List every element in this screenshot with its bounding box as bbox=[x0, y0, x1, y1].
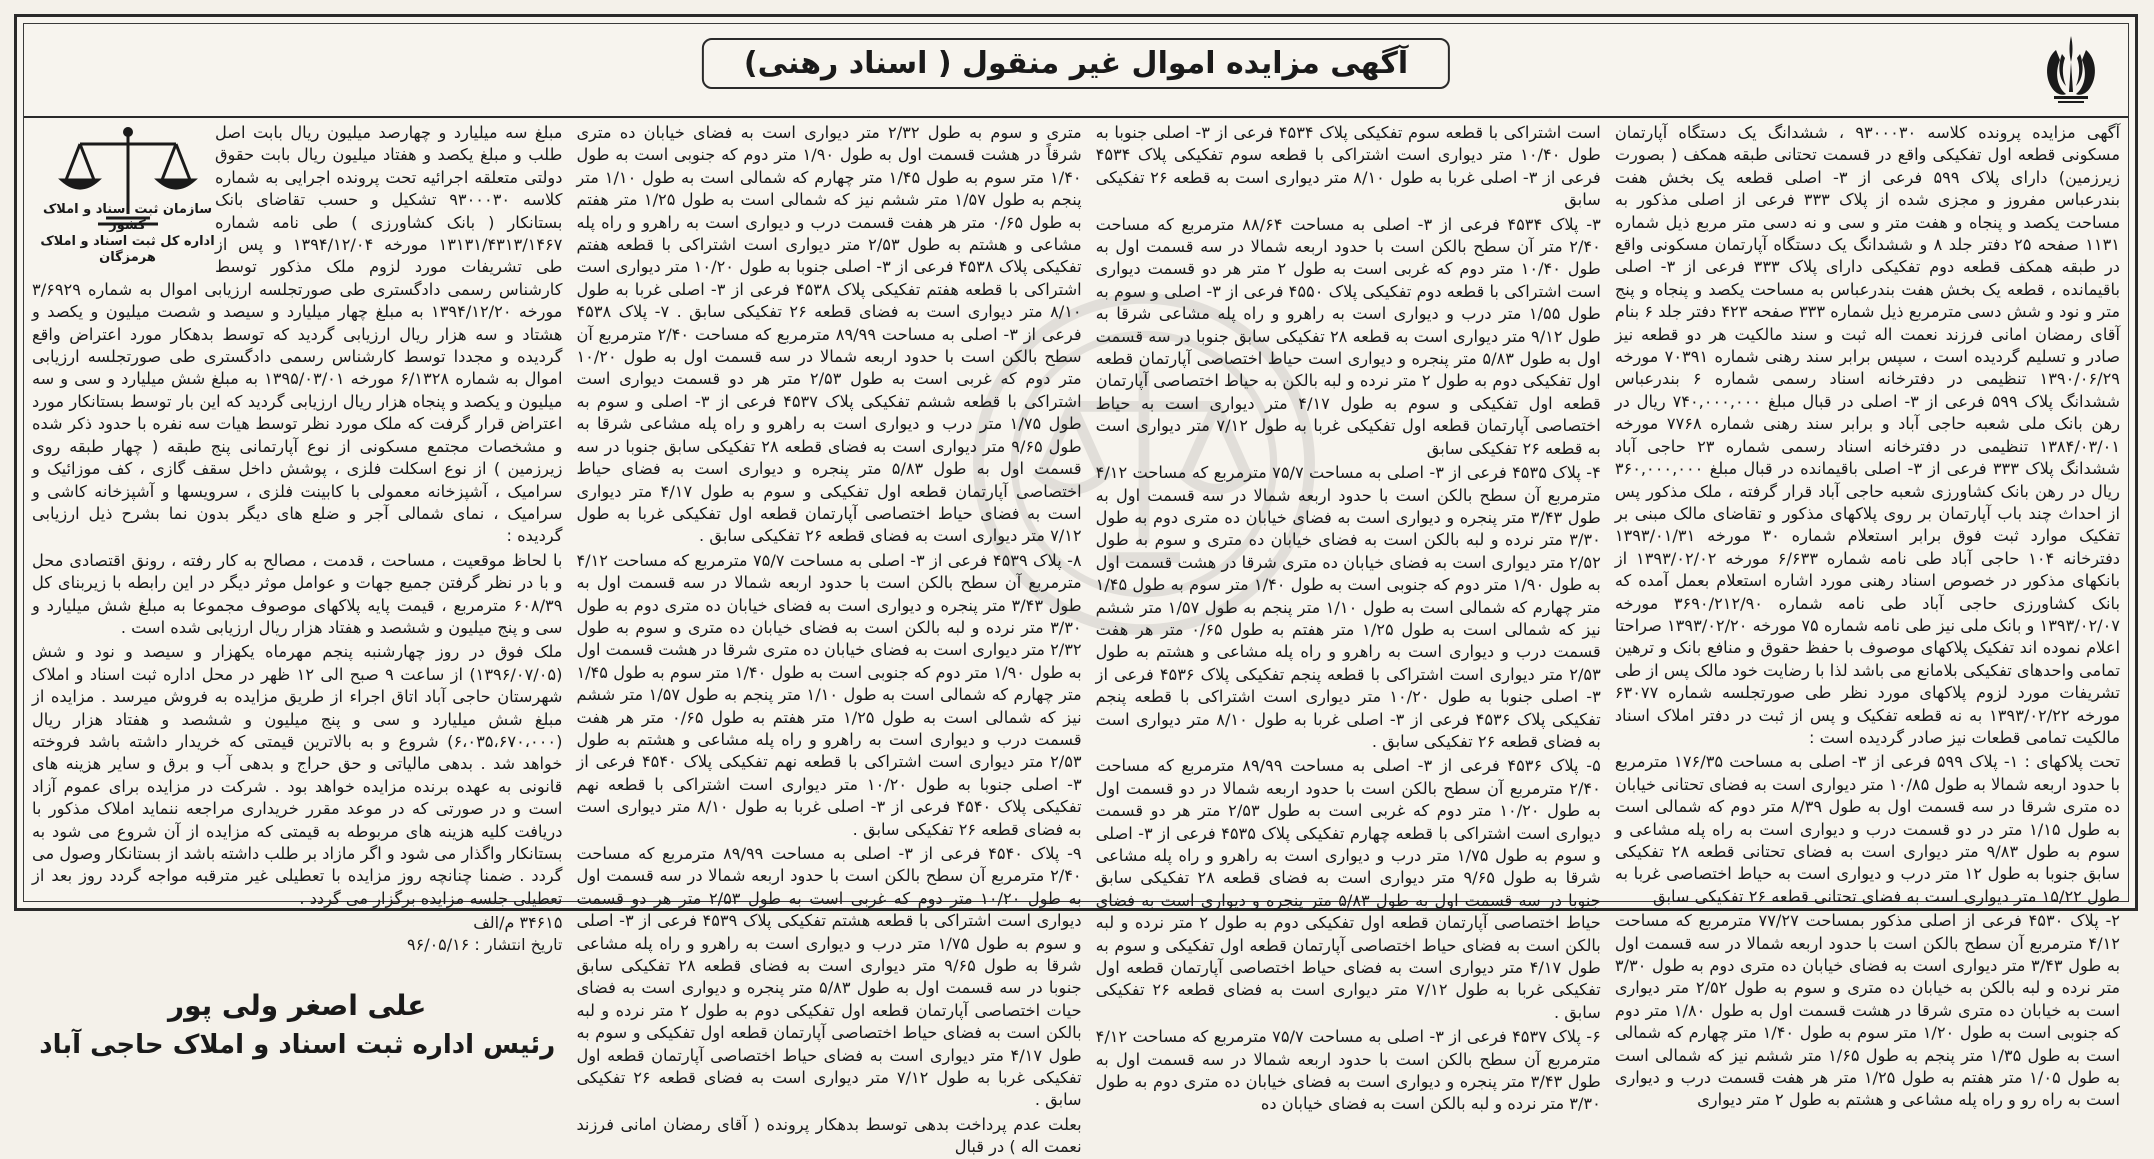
org-name: سازمان ثبت اسناد و املاک کشور bbox=[42, 202, 213, 233]
column-3 bbox=[576, 122, 1082, 1157]
paragraph: آگهی مزایده پرونده کلاسه ۹۳۰۰۰۳۰ ، ششدانگ یک دستگاه آپارتمان مسکونی قطعه اول تفکیکی واقع در قسمت تحتانی طبقه همکف ( بصورت زیرزمین) دارای پلاک ۵۹۹ فرعی از ۳- اصلی قطعه یک بخش هفت بندرعباس مفروز و مجزی شده از پلاک ۳۳۳ فرعی از اصلی مذکور به مساحت یکصد و پنجاه و هفت متر و سی و نه دسی متر مربع ذیل شماره ۱۱۳۱ صفحه ۲۵ دفتر جلد ۸ و ششدانگ یک دستگاه آپارتمان مسکونی واقع در طبقه همکف قطعه دوم تفکیکی دارای پلاک ۳۳۳ فرعی از ۳- اصلی باقیمانده ، قطعه یک بخش هفت بندرعباس به مساحت یکصد و پنجاه و پنج متر و نود و شش دسی مترمربع ذیل شماره ۳۳۳ صفحه ۴۲۳ دفتر جلد ۶ بنام آقای رمضان امانی فرزند نعمت اله ثبت و سند مالکیت هر دو قطعه نیز صادر و تسلیم گردیده است ، سپس برابر سند رهنی شماره ۷۰۳۹۱ مورخه ۱۳۹۰/۰۶/۲۹ تنظیمی در دفترخانه اسناد رسمی شماره ۶ بندرعباس ششدانگ پلاک ۵۹۹ فرعی از ۳- اصلی در قبال مبلغ ۷۴۰,۰۰۰,۰۰۰ ریال در رهن بانک ملی شعبه حاجی آباد و برابر سند رهنی شماره ۷۷۶۸ مورخه ۱۳۸۴/۰۳/۰۱ تنظیمی در دفترخانه اسناد رسمی شماره ۲۳ حاجی آباد ششدانگ پلاک ۳۳۳ فرعی از ۳- اصلی باقیمانده در قبال مبلغ ۳۶۰,۰۰۰,۰۰۰ ریال در رهن بانک کشاورزی شعبه حاجی آباد قرار گرفته ، ملک مذکور پس از احداث چند باب آپارتمان بر روی پلاکهای مذکور و تقاضای مالک مبنی بر تفکیک موارد ثبت فوق برابر استعلام شماره ۳۰ مورخه ۱۳۹۳/۰۱/۳۱ دفترخانه ۱۰۴ حاجی آباد طی نامه شماره ۶/۶۳۳ مورخه ۱۳۹۳/۰۲/۰۲ از بانکهای مذکور در خصوص اسناد رهنی مورد اشاره استعلام بعمل آمده که بانک کشاورزی حاجی آباد طی نامه شماره ۳۶۹۰/۲۱۲/۹۰ مورخه ۱۳۹۳/۰۲/۰۷ و بانک ملی نیز طی نامه شماره ۷۵ مورخه ۱۳۹۳/۰۲/۲۰ صراحتا اعلام نموده اند تفکیک پلاکهای موصوف با حفظ حقوق و منافع بانک و ترهین تمامی واحدهای تفکیکی بلامانع می باشد لذا با رضایت خود مالک پس از طی تشریفات مورد لزوم پلاکهای مورد نظر طی صورتجلسه شماره ۶۳۰۷۷ مورخه ۱۳۹۳/۰۲/۲۲ به نه قطعه تفکیک و پس از ثبت در دفتر املاک اسناد مالکیت تمامی قطعات نیز صادر گردیده است : bbox=[1614, 123, 2121, 747]
paragraph: متری و سوم به طول ۲/۳۲ متر دیواری است به فضای خیابان ده متری شرقاً در هشت قسمت اول به طول ۱/۹۰ متر دوم که جنوبی است به طول ۱/۴۰ متر سوم به طول ۱/۴۵ متر چهارم که شمالی است به طول ۱/۱۰ متر پنجم به طول ۱/۵۷ متر ششم نیز که شمالی است به طول ۱/۲۵ متر هفتم به طول ۰/۶۵ متر هر هفت قسمت درب و دیواری است به راهرو و راه پله مشاعی و هشتم به طول ۲/۵۳ متر دیواری است اشتراکی با قطعه هفتم تفکیکی پلاک ۴۵۳۸ فرعی از ۳- اصلی جنوبا به طول ۱۰/۲۰ متر دیواری است اشتراکی با قطعه هفتم تفکیکی پلاک ۴۵۳۸ فرعی از ۳- اصلی غربا به طول ۸/۱۰ متر دیواری است به فضای قطعه ۲۶ تفکیکی سابق . ۷- پلاک ۴۵۳۸ فرعی از ۳- اصلی به مساحت ۸۹/۹۹ مترمربع که مساحت ۲/۴۰ مترمربع آن سطح بالکن است با حدود اربعه شمالا در سه قسمت اول به طول ۱۰/۲۰ متر دوم که غربی است به طول ۲/۵۳ متر هر دو قسمت دیواری است اشتراکی با قطعه ششم تفکیکی پلاک ۴۵۳۷ فرعی از ۳- اصلی و سوم به طول ۱/۷۵ متر درب و دیواری است به راهرو و راه پله مشاعی شرقا به طول ۹/۶۵ متر دیواری است به فضای قطعه ۲۸ تفکیکی سابق جنوبا در سه قسمت اول به طول ۵/۸۳ متر پنجره و دیواری است به فضای حیاط اختصاصی آپارتمان قطعه اول تفکیکی و سوم به طول ۴/۱۷ متر دیواری است به فضای حیاط اختصاصی آپارتمان قطعه اول تفکیکی غربا به طول ۷/۱۲ متر دیواری است به فضای قطعه ۲۶ تفکیکی سابق . bbox=[576, 123, 1082, 546]
registry-logo-text bbox=[40, 202, 215, 266]
paragraph: مبلغ سه میلیارد و چهارصد میلیون ریال بابت اصل طلب و مبلغ یکصد و هفتاد میلیون ریال بابت حقوق دولتی متعلقه اجرائیه تحت پرونده اجرایی به شماره کلاسه ۹۳۰۰۰۳۰ تشکیل و حسب تقاضای بانک بستانکار ( بانک کشاورزی ) طی نامه شماره ۱۳۱۳۱/۴۳۱۳/۱۴۶۷ مورخه ۱۳۹۴/۱۲/۰۴ و پس از طی تشریفات مورد لزوم ملک مذکور توسط کارشناس رسمی دادگستری طی صورتجلسه ارزیابی اموال به شماره ۳/۶۹۲۹ مورخه ۱۳۹۴/۱۲/۲۰ به مبلغ چهار میلیارد و سیصد و شصت میلیون و یکصد و هشتاد و سه هزار ریال ارزیابی گردید که توسط بدهکار مورد اعتراض واقع گردیده و مجددا توسط کارشناس رسمی دادگستری طی صورتجلسه ارزیابی اموال به شماره ۶/۱۳۲۸ مورخه ۱۳۹۵/۰۳/۰۱ به مبلغ شش میلیارد و سی و سه میلیون و یکصد و پنجاه هزار ریال ارزیابی گردید که این بار توسط بستانکار مورد اعتراض قرار گرفت که ملک مورد نظر توسط هیات سه نفره با حدود ذکر شده و مشخصات مجتمع مسکونی از نوع آپارتمانی پنج طبقه ( چهار طبقه روی زیرزمین ) از نوع اسکلت فلزی ، پوشش داخل سقف گازی ، کف موزائیک و سرامیک ، آشپزخانه معمولی با کابینت فلزی ، سرویسها و آشپزخانه کاشی و سرامیک ، نمای شمالی آجر و ضلع های دیگر بدون نما بشرح ذیل ارزیابی گردیده : bbox=[32, 123, 563, 546]
notice-header bbox=[24, 24, 2128, 118]
paragraph: ۹- پلاک ۴۵۴۰ فرعی از ۳- اصلی به مساحت ۸۹/۹۹ مترمربع که مساحت ۲/۴۰ مترمربع آن سطح بالکن است با حدود اربعه شمالا در سه قسمت اول به طول ۱۰/۲۰ متر دوم که غربی است به طول ۲/۵۳ متر هر دو قسمت دیواری است اشتراکی با قطعه هشتم تفکیکی پلاک ۴۵۳۹ فرعی از ۳- اصلی و سوم به طول ۱/۷۵ متر درب و دیواری است به راهرو و راه پله مشاعی شرقا به طول ۹/۶۵ متر دیواری است به فضای قطعه ۲۸ تفکیکی سابق جنوبا در سه قسمت اول به طول ۵/۸۳ متر پنجره و دیواری است به فضای حیات اختصاصی آپارتمان قطعه اول تفکیکی دوم به طول ۲ متر نرده و لبه بالکن است به فضای حیاط اختصاصی آپارتمان قطعه اول تفکیکی و سوم به طول ۴/۱۷ متر دیواری است به فضای حیاط اختصاصی آپارتمان قطعه اول تفکیکی غربا به طول ۷/۱۲ متر دیواری است به فضای قطعه ۲۶ تفکیکی سابق . bbox=[576, 844, 1082, 1110]
signer-name: علی اصغر ولی پور bbox=[167, 989, 427, 1023]
column-1 bbox=[1614, 122, 2121, 1110]
paragraph: ۲- پلاک ۴۵۳۰ فرعی از اصلی مذکور بمساحت ۷۷/۲۷ مترمربع که مساحت ۴/۱۲ مترمربع آن سطح بالکن است با حدود اربعه شمالا در سه قسمت اول به طول ۳/۴۳ متر دیواری است به فضای خیابان ده متری دوم به طول ۳/۳۰ متر نرده و لبه بالکن به خیابان ده متری و سوم به طول ۲/۵۲ متر دیواری است به خیابان ده متری شرقا در هشت قسمت اول به طول ۱/۸۰ متر دوم که جنوبی است به طول ۱/۲۰ متر سوم به طول ۱/۴۰ متر چهارم که شمالی است به طول ۱/۳۵ متر پنجم به طول ۱/۶۵ متر ششم نیز که شمالی است به طول ۱/۰۵ متر هفتم به طول ۱/۲۵ متر هر هفت قسمت درب و دیواری است به راه رو و راه پله مشاعی و هشتم به طول ۲ متر دیواری bbox=[1614, 911, 2121, 1110]
signature-block bbox=[32, 986, 562, 1064]
paragraph: ۴- پلاک ۴۵۳۵ فرعی از ۳- اصلی به مساحت ۷۵/۷ مترمربع که مساحت ۴/۱۲ مترمربع آن سطح بالکن است با حدود اربعه شمالا در سه قسمت اول به طول ۳/۴۳ متر پنجره و دیواری است به فضای خیابان ده متری دوم به طول ۳/۳۰ متر نرده و لبه بالکن است به فضای خیابان ده متری و سوم به طول ۲/۵۲ متر دیواری است به فضای خیابان ده متری شرقا در هشت قسمت اول به طول ۱/۹۰ متر دوم که جنوبی است به طول ۱/۴۰ متر سوم به طول ۱/۴۵ متر چهارم که شمالی است به طول ۱/۱۰ متر پنجم به طول ۱/۵۷ متر ششم نیز که شمالی است به طول ۱/۲۵ متر هفتم به طول ۰/۶۵ متر هر هفت قسمت درب و دیواری است به راهرو و راه پله مشاعی و هشتم به طول ۲/۵۳ متر دیواری است اشتراکی با قطعه پنجم تفکیکی پلاک ۴۵۳۶ فرعی از ۳- اصلی جنوبا به طول ۱۰/۲۰ متر دیواری است اشتراکی با قطعه پنجم تفکیکی پلاک ۴۵۳۶ فرعی از ۳- اصلی غربا به طول ۸/۱۰ متر دیواری است به فضای قطعه ۲۶ تفکیکی سابق . bbox=[1095, 463, 1601, 751]
column-4 bbox=[32, 122, 563, 1061]
publish-date: تاریخ انتشار : ۹۶/۰۵/۱۶ bbox=[407, 935, 563, 955]
org-subname: اداره کل ثبت اسناد و املاک هرمزگان bbox=[40, 234, 215, 265]
paragraph: با لحاظ موقعیت ، مساحت ، قدمت ، مصالح به کار رفته ، رونق اقتصادی محل و با در نظر گرفتن جمیع جهات و عوامل موثر دیگر در این رابطه با زیربنای کل ۶۰۸/۳۹ مترمربع ، قیمت پایه پلاکهای موصوف مجموعا به مبلغ شش میلیارد و سی و پنج میلیون و ششصد و هفتاد هزار ریال ارزیابی شده است . bbox=[32, 550, 563, 637]
registry-logo bbox=[40, 122, 215, 272]
paragraph: ۶- پلاک ۴۵۳۷ فرعی از ۳- اصلی به مساحت ۷۵/۷ مترمربع که مساحت ۴/۱۲ مترمربع آن سطح بالکن است با حدود اربعه شمالا در سه قسمت اول به طول ۳/۴۳ متر پنجره و دیواری است به فضای خیابان ده متری دوم به طول ۳/۳۰ متر نرده و لبه بالکن است به فضای خیابان ده bbox=[1095, 1027, 1601, 1114]
paragraph: ۵- پلاک ۴۵۳۶ فرعی از ۳- اصلی به مساحت ۸۹/۹۹ مترمربع که مساحت ۲/۴۰ مترمربع آن سطح بالکن است با حدود اربعه شمالا در دو قسمت اول به طول ۱۰/۲۰ متر دوم که غربی است به طول ۲/۵۳ متر هر دو قسمت دیواری است اشتراکی با قطعه چهارم تفکیکی پلاک ۴۵۳۵ فرعی از ۳- اصلی و سوم به طول ۱/۷۵ متر درب و دیواری است به راهرو و راه پله مشاعی شرقا به طول ۹/۶۵ متر دیواری است به فضای قطعه ۲۸ تفکیکی سابق جنوبا در سه قسمت اول به طول ۵/۸۳ متر پنجره و دیواری است به فضای حیاط اختصاصی آپارتمان قطعه اول تفکیکی دوم به طول ۲ متر نرده و لبه بالکن است به فضای حیاط اختصاصی آپارتمان قطعه اول تفکیکی و سوم به طول ۴/۱۷ متر دیواری است به فضای حیاط اختصاصی آپارتمان قطعه اول تفکیکی غربا به طول ۷/۱۲ متر دیواری است به فضای قطعه ۲۶ تفکیکی سابق . bbox=[1095, 756, 1601, 1022]
signer-role: رئیس اداره ثبت اسناد و املاک حاجی آباد bbox=[39, 1030, 556, 1061]
column-2 bbox=[1095, 122, 1601, 1114]
notice-title: آگهی مزایده اموال غیر منقول ( اسناد رهنی) bbox=[702, 38, 1450, 89]
notice-columns bbox=[32, 122, 2121, 1157]
notice-page bbox=[14, 14, 2138, 1157]
paragraph: ملک فوق در روز چهارشنبه پنجم مهرماه یکهزار و سیصد و نود و شش (۱۳۹۶/۰۷/۰۵) از ساعت ۹ صبح الی ۱۲ ظهر در محل اداره ثبت اسناد و املاک شهرستان حاجی آباد اتاق اجراء از طریق مزایده به فروش میرسد . مزایده از مبلغ شش میلیارد و سی و پنج میلیون و ششصد و هفتاد هزار ریال (۶،۰۳۵،۶۷۰،۰۰۰) شروع و به بالاترین قیمتی که خریدار داشته باشد فروخته خواهد شد . بدهی مالیاتی و حق حراج و بدهی آب و برق و سایر هزینه های قانونی به عهده برنده مزایده خواهد بود . شرکت در مزایده برای عموم آزاد است و در صورتی که در موعد مقرر خریداری مراجعه ننماید املاک مذکور با دریافت کلیه هزینه های مربوطه به قیمتی که مزایده از آن شروع می شود به بستانکار واگذار می شود و اگر مازاد بر طلب داشته باشد از بستانکار وصول می گردد . ضمنا چنانچه روز مزایده با تعطیلی غیر مترقبه مواجه گردد روز بعد از تعطیلی جلسه مزایده برگزار می گردد . bbox=[32, 642, 563, 908]
paragraph: ۳- پلاک ۴۵۳۴ فرعی از ۳- اصلی به مساحت ۸۸/۶۴ مترمربع که مساحت ۲/۴۰ متر آن سطح بالکن است با حدود اربعه شمالا در سه قسمت اول به طول ۱۰/۴۰ متر دوم که غربی است به طول ۲ متر هر دو قسمت دیواری است اشتراکی با قطعه دوم تفکیکی پلاک ۴۵۵۰ فرعی از ۳- اصلی و سوم به طول ۱/۵۵ متر درب و دیواری است به راهرو و راه پله مشاعی شرقا به طول ۹/۱۲ متر دیواری است به قطعه ۲۸ تفکیکی سابق جنوبا در سه قسمت اول به طول ۵/۸۳ متر پنجره و دیواری است حیاط اختصاصی آپارتمان قطعه اول تفکیکی دوم به طول ۲ متر نرده و لبه بالکن به حیاط اختصاصی آپارتمان قطعه اول تفکیکی و سوم به طول ۴/۱۷ متر دیواری است به حیاط اختصاصی آپارتمان قطعه اول تفکیکی غربا به طول ۷/۱۲ متر دیواری است به قطعه ۲۶ تفکیکی سابق bbox=[1095, 214, 1601, 458]
notice-frame bbox=[23, 23, 2129, 1157]
iran-emblem-icon bbox=[2036, 32, 2106, 108]
reference-code: ۳۴۶۱۵ م/الف bbox=[473, 913, 563, 933]
paragraph: ۸- پلاک ۴۵۳۹ فرعی از ۳- اصلی به مساحت ۷۵/۷ مترمربع که مساحت ۴/۱۲ مترمربع آن سطح بالکن است با حدود اربعه شمالا در سه قسمت اول به طول ۳/۴۳ متر پنجره و دیواری است به فضای خیابان ده متری دوم به طول ۳/۳۰ متر نرده و لبه بالکن است به فضای خیابان ده متری و سوم به طول ۲/۳۲ متر دیواری است به فضای خیابان ده متری شرقا در هشت قسمت اول به طول ۱/۹۰ متر دوم که جنوبی است به طول ۱/۴۰ متر سوم به طول ۱/۴۵ متر چهارم که شمالی است به طول ۱/۱۰ متر پنجم به طول ۱/۵۷ متر ششم نیز که شمالی است به طول ۱/۲۵ متر هفتم به طول ۰/۶۵ متر هر هفت قسمت درب و دیواری است به راهرو و راه پله مشاعی و هشتم به طول ۲/۵۳ متر دیواری است اشتراکی با قطعه نهم تفکیکی پلاک ۴۵۴۰ فرعی از ۳- اصلی جنوبا به طول ۱۰/۲۰ متر دیواری است اشتراکی با قطعه نهم تفکیکی پلاک ۴۵۴۰ فرعی از ۳- اصلی غربا به طول ۸/۱۰ متر دیواری است به فضای قطعه ۲۶ تفکیکی سابق . bbox=[576, 550, 1082, 839]
paragraph: تحت پلاکهای : ۱- پلاک ۵۹۹ فرعی از ۳- اصلی به مساحت ۱۷۶/۳۵ مترمربع با حدود اربعه شمالا به طول ۱۰/۸۵ متر دیواری است به فضای تحتانی خیابان ده متری شرقا در سه قسمت اول به طول ۸/۳۹ متر دوم که شمالی است به طول ۱/۱۵ متر در دو قسمت درب و دیواری است به راه پله مشاعی و سوم به طول ۹/۸۳ متر دیواری است به فضای تحتانی قطعه ۲۸ تفکیکی سابق جنوبا به طول ۱۲ متر درب و دیواری است به حیاط اختصاصی غربا به طول ۱۵/۲۲ متر دیواری است به فضای تحتانی قطعه ۲۶ تفکیکی سابق bbox=[1614, 752, 2121, 906]
paragraph: بعلت عدم پرداخت بدهی توسط بدهکار پرونده ( آقای رمضان امانی فرزند نعمت اله ) در قبال bbox=[576, 1114, 1082, 1157]
paragraph: است اشتراکی با قطعه سوم تفکیکی پلاک ۴۵۳۴ فرعی از ۳- اصلی جنوبا به طول ۱۰/۴۰ متر دیواری است اشتراکی با قطعه سوم تفکیکی پلاک ۴۵۳۴ فرعی از ۳- اصلی غربا به طول ۸/۱۰ متر دیواری است به قطعه ۲۶ تفکیکی سابق bbox=[1095, 123, 1601, 210]
